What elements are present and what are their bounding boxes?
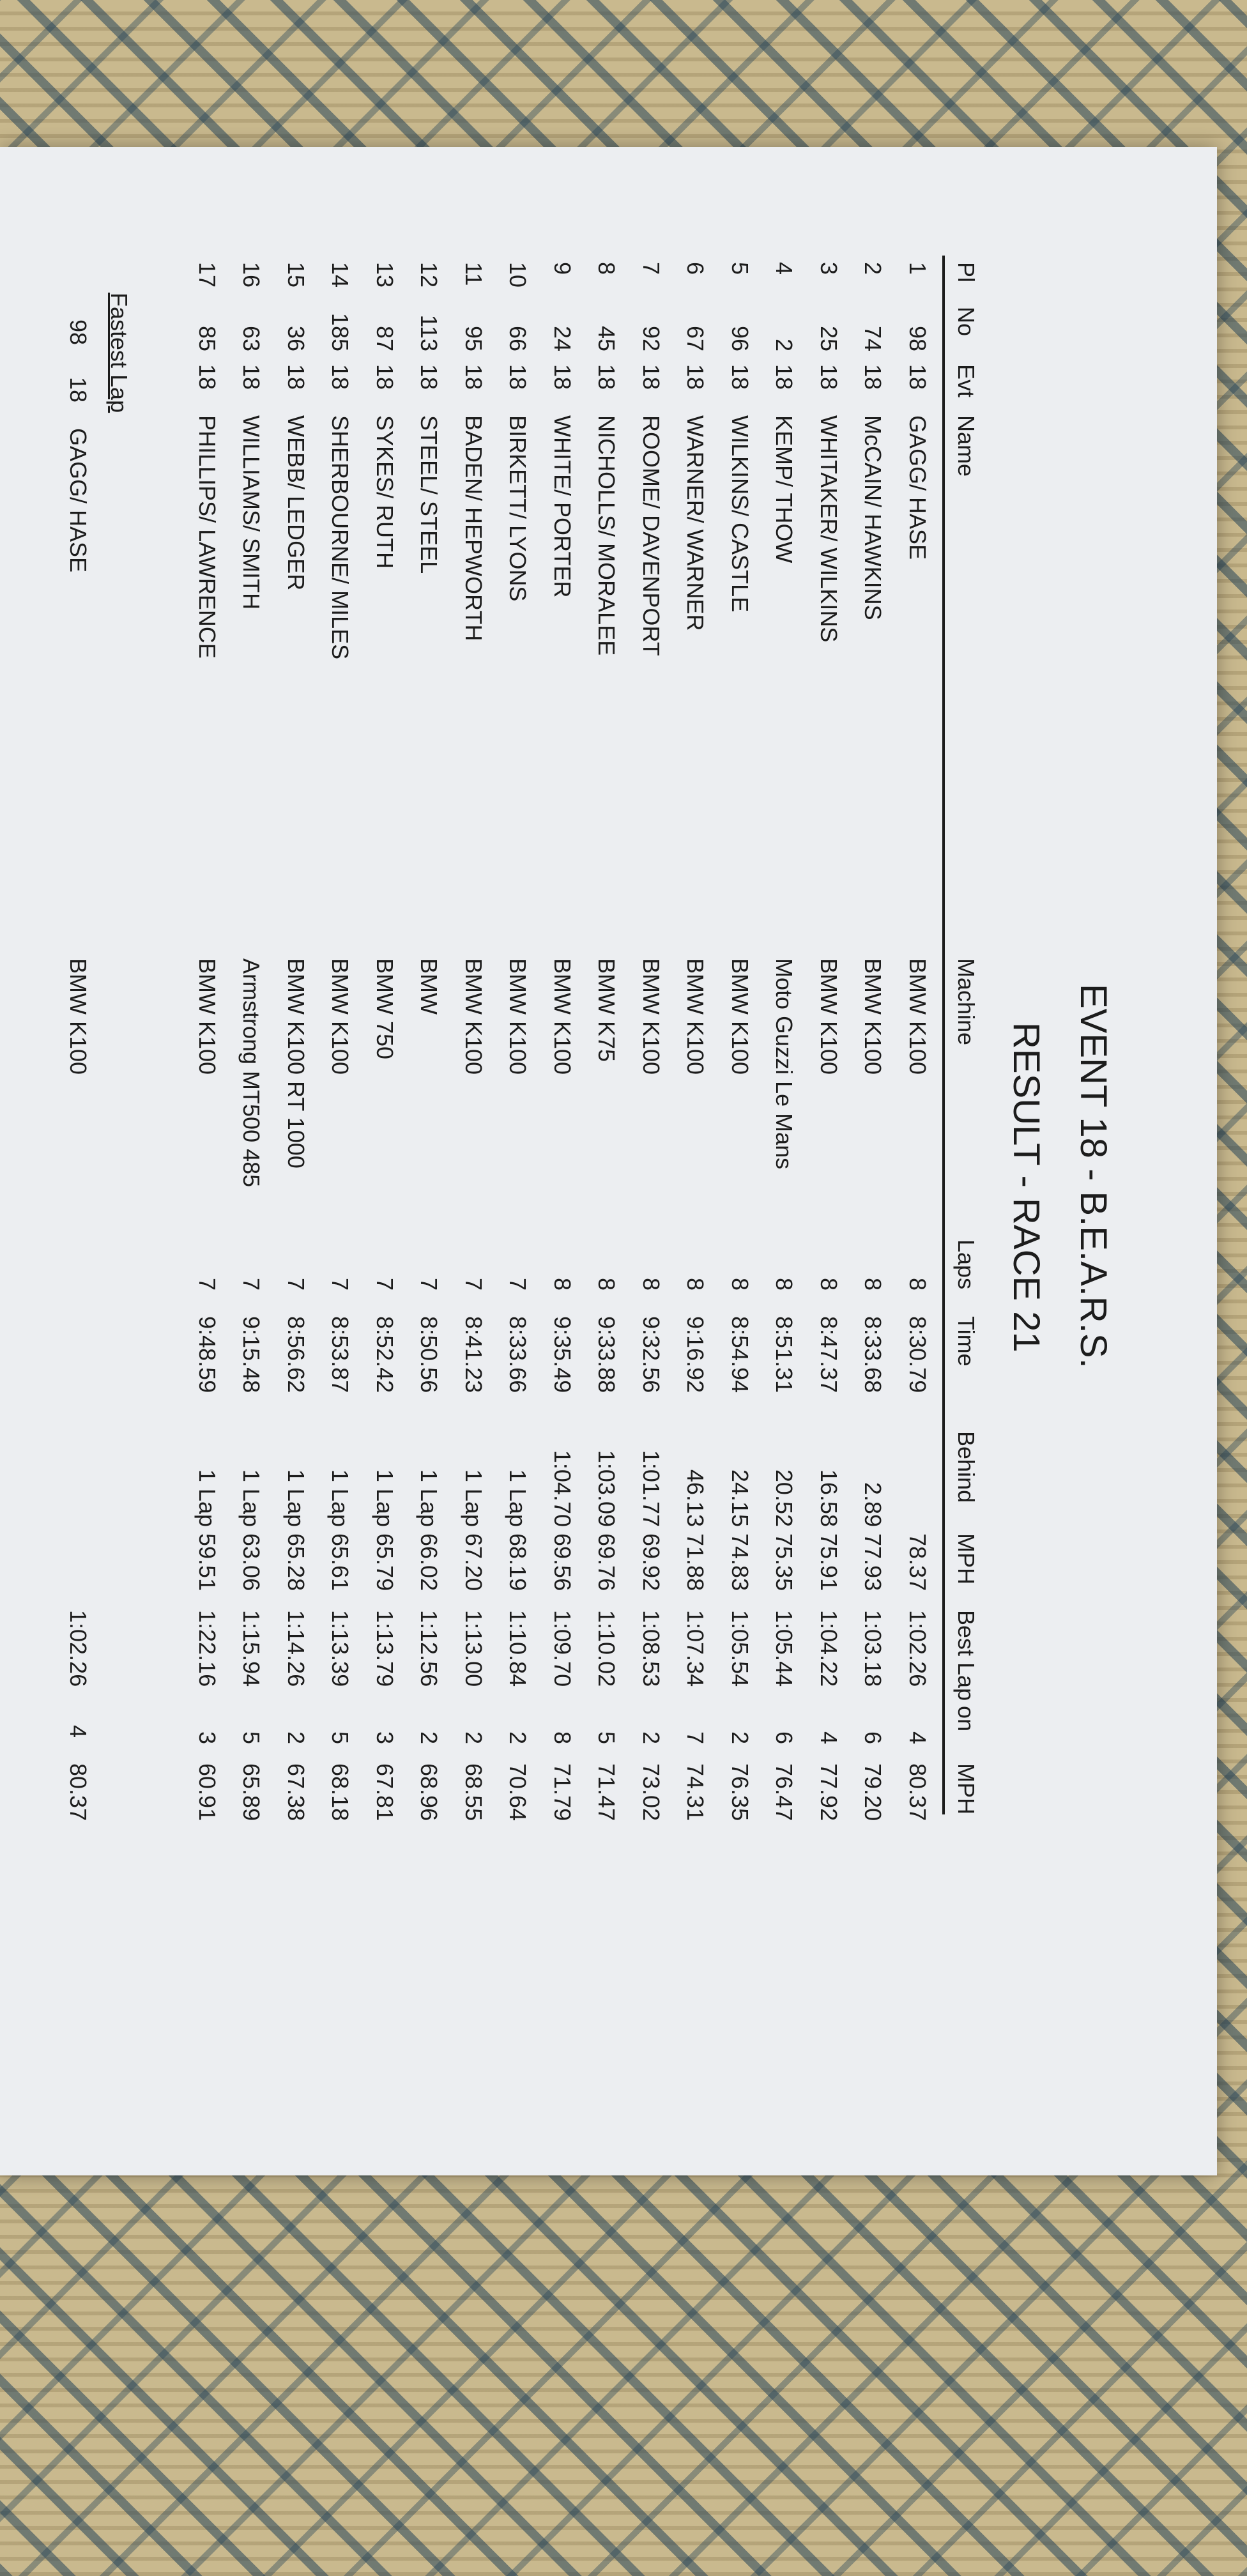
cell-machine: BMW K100 xyxy=(727,958,753,1075)
cell-behind: 1 Lap xyxy=(283,1469,309,1527)
cell-time: 8:47.37 xyxy=(816,1316,842,1393)
cell-best-mph: 71.47 xyxy=(593,1763,620,1821)
cell-best-mph: 68.18 xyxy=(327,1763,354,1821)
cell-laps: 7 xyxy=(461,1277,487,1291)
cell-best-lap: 1:07.34 xyxy=(682,1610,709,1687)
cell-time: 8:30.79 xyxy=(905,1316,931,1393)
cell-best-lap: 1:13.79 xyxy=(372,1610,398,1687)
cell-name: NICHOLLS/ MORALEE xyxy=(593,415,620,656)
cell-behind: 20.52 xyxy=(771,1469,798,1527)
cell-machine: BMW K100 xyxy=(816,958,842,1075)
cell-best-lap: 1:02.26 xyxy=(905,1610,931,1687)
header-name: Name xyxy=(953,415,979,477)
cell-best-mph: 65.89 xyxy=(238,1763,265,1821)
cell-pl: 11 xyxy=(461,262,487,286)
cell-best-lap: 1:13.00 xyxy=(461,1610,487,1687)
cell-best-lap: 1:12.56 xyxy=(416,1610,443,1687)
cell-machine: Moto Guzzi Le Mans xyxy=(771,958,798,1170)
cell-no: 87 xyxy=(372,325,398,351)
cell-machine: BMW K100 xyxy=(905,958,931,1075)
cell-best-lap: 1:05.54 xyxy=(727,1610,753,1687)
cell-laps: 8 xyxy=(682,1277,709,1291)
cell-mph: 75.91 xyxy=(816,1533,842,1591)
cell-laps: 7 xyxy=(327,1277,354,1291)
cell-time: 9:15.48 xyxy=(238,1316,265,1393)
cell-pl: 10 xyxy=(505,262,532,288)
event-title: EVENT 18 - B.E.A.R.S. xyxy=(1073,984,1114,1368)
cell-mph: 63.06 xyxy=(238,1533,265,1591)
header-machine: Machine xyxy=(953,958,979,1046)
cell-laps: 7 xyxy=(505,1277,532,1291)
cell-best-mph: 77.92 xyxy=(816,1763,842,1821)
cell-pl: 8 xyxy=(593,262,620,275)
cell-name: SHERBOURNE/ MILES xyxy=(327,415,354,660)
cell-evt: 18 xyxy=(461,364,487,390)
cell-mph: 68.19 xyxy=(505,1533,532,1591)
cell-time: 8:53.87 xyxy=(327,1316,354,1393)
cell-best-mph: 79.20 xyxy=(860,1763,887,1821)
cell-best-mph: 67.81 xyxy=(372,1763,398,1821)
cell-machine: Armstrong MT500 485 xyxy=(238,958,265,1188)
cell-pl: 12 xyxy=(416,262,443,288)
paper-sheet xyxy=(0,147,1217,2175)
cell-on: 2 xyxy=(638,1731,664,1744)
cell-no: 85 xyxy=(194,325,220,351)
fastest-lap-title: Fastest Lap xyxy=(106,293,132,413)
cell-time: 8:33.66 xyxy=(505,1316,532,1393)
cell-on: 3 xyxy=(372,1731,398,1744)
cell-behind: 1:03.09 xyxy=(593,1450,620,1527)
cell-evt: 18 xyxy=(593,364,620,390)
cell-best-lap: 1:04.22 xyxy=(816,1610,842,1687)
cell-laps: 8 xyxy=(727,1277,753,1291)
cell-name: WILLIAMS/ SMITH xyxy=(238,415,265,610)
header-laps: Laps xyxy=(953,1239,979,1290)
cell-behind: 1 Lap xyxy=(461,1469,487,1527)
cell-on: 5 xyxy=(238,1731,265,1744)
cell-name: KEMP/ THOW xyxy=(771,415,798,564)
cell-mph: 75.35 xyxy=(771,1533,798,1591)
cell-name: BIRKETT/ LYONS xyxy=(505,415,532,602)
cell-behind: 1 Lap xyxy=(416,1469,443,1527)
cell-time: 9:33.88 xyxy=(593,1316,620,1393)
cell-evt: 18 xyxy=(816,364,842,390)
cell-time: 9:48.59 xyxy=(194,1316,220,1393)
cell-time: 8:41.23 xyxy=(461,1316,487,1393)
cell-evt: 18 xyxy=(727,364,753,390)
cell-best-lap: 1:13.39 xyxy=(327,1610,354,1687)
cell-mph: 69.56 xyxy=(549,1533,576,1591)
header-on: on xyxy=(953,1706,979,1732)
cell-time: 8:54.94 xyxy=(727,1316,753,1393)
fastest-lap-no: 98 xyxy=(65,319,91,346)
cell-on: 8 xyxy=(549,1731,576,1744)
cell-best-mph: 76.35 xyxy=(727,1763,753,1821)
cell-on: 2 xyxy=(283,1731,309,1744)
cell-mph: 67.20 xyxy=(461,1533,487,1591)
cell-name: WHITE/ PORTER xyxy=(549,415,576,598)
cell-name: WHITAKER/ WILKINS xyxy=(816,415,842,643)
cell-no: 98 xyxy=(905,325,931,351)
cell-time: 9:35.49 xyxy=(549,1316,576,1393)
cell-best-mph: 80.37 xyxy=(905,1763,931,1821)
cell-name: BADEN/ HEPWORTH xyxy=(461,415,487,641)
cell-machine: BMW K100 xyxy=(860,958,887,1075)
cell-name: WEBB/ LEDGER xyxy=(283,415,309,591)
cell-evt: 18 xyxy=(238,364,265,390)
cell-no: 113 xyxy=(416,314,443,351)
cell-evt: 18 xyxy=(327,364,354,390)
cell-on: 2 xyxy=(505,1731,532,1744)
cell-behind: 16.58 xyxy=(816,1469,842,1527)
header-best-mph: MPH xyxy=(953,1763,979,1814)
cell-best-lap: 1:22.16 xyxy=(194,1610,220,1687)
cell-pl: 9 xyxy=(549,262,576,275)
cell-no: 92 xyxy=(638,325,664,351)
cell-best-mph: 68.96 xyxy=(416,1763,443,1821)
cell-behind: 2.89 xyxy=(860,1482,887,1527)
cell-behind: 1 Lap xyxy=(194,1469,220,1527)
cell-mph: 74.83 xyxy=(727,1533,753,1591)
cell-behind: 1 Lap xyxy=(505,1469,532,1527)
fastest-lap-evt: 18 xyxy=(65,377,91,403)
cell-mph: 65.79 xyxy=(372,1533,398,1591)
cell-laps: 7 xyxy=(194,1277,220,1291)
cell-machine: BMW K100 xyxy=(461,958,487,1075)
cell-time: 8:33.68 xyxy=(860,1316,887,1393)
cell-name: PHILLIPS/ LAWRENCE xyxy=(194,415,220,659)
cell-no: 96 xyxy=(727,325,753,351)
cell-on: 2 xyxy=(416,1731,443,1744)
cell-laps: 8 xyxy=(905,1277,931,1291)
cell-pl: 5 xyxy=(727,262,753,275)
results-sheet xyxy=(0,147,1217,2175)
cell-best-mph: 73.02 xyxy=(638,1763,664,1821)
cell-machine: BMW 750 xyxy=(372,958,398,1060)
cell-mph: 69.92 xyxy=(638,1533,664,1591)
cell-on: 4 xyxy=(905,1731,931,1744)
cell-pl: 15 xyxy=(283,262,309,288)
cell-time: 8:56.62 xyxy=(283,1316,309,1393)
fastest-lap-name: GAGG/ HASE xyxy=(65,428,91,573)
header-time: Time xyxy=(953,1316,979,1367)
cell-name: STEEL/ STEEL xyxy=(416,415,443,574)
header-best-lap: Best Lap xyxy=(953,1610,979,1701)
cell-on: 7 xyxy=(682,1731,709,1744)
cell-time: 8:52.42 xyxy=(372,1316,398,1393)
cell-pl: 17 xyxy=(194,262,220,288)
cell-mph: 59.51 xyxy=(194,1533,220,1591)
cell-evt: 18 xyxy=(638,364,664,390)
cell-laps: 8 xyxy=(593,1277,620,1291)
cell-mph: 71.88 xyxy=(682,1533,709,1591)
cell-on: 2 xyxy=(727,1731,753,1744)
cell-no: 45 xyxy=(593,325,620,351)
fastest-lap-on: 4 xyxy=(65,1725,91,1738)
cell-no: 74 xyxy=(860,325,887,351)
cell-best-lap: 1:03.18 xyxy=(860,1610,887,1687)
cell-mph: 65.28 xyxy=(283,1533,309,1591)
cell-pl: 16 xyxy=(238,262,265,288)
cell-machine: BMW K100 xyxy=(638,958,664,1075)
cell-pl: 1 xyxy=(905,262,931,275)
cell-time: 8:50.56 xyxy=(416,1316,443,1393)
cell-laps: 7 xyxy=(416,1277,443,1291)
cell-no: 63 xyxy=(238,325,265,351)
header-mph: MPH xyxy=(953,1533,979,1584)
cell-behind: 46.13 xyxy=(682,1469,709,1527)
cell-pl: 14 xyxy=(327,262,354,288)
cell-best-lap: 1:08.53 xyxy=(638,1610,664,1687)
cell-name: WARNER/ WARNER xyxy=(682,415,709,631)
cell-name: SYKES/ RUTH xyxy=(372,415,398,569)
cell-mph: 69.76 xyxy=(593,1533,620,1591)
cell-best-lap: 1:10.84 xyxy=(505,1610,532,1687)
cell-on: 6 xyxy=(771,1731,798,1744)
cell-laps: 8 xyxy=(549,1277,576,1291)
cell-evt: 18 xyxy=(372,364,398,390)
cell-time: 9:32.56 xyxy=(638,1316,664,1393)
header-evt: Evt xyxy=(953,364,979,398)
cell-mph: 77.93 xyxy=(860,1533,887,1591)
cell-machine: BMW K100 xyxy=(505,958,532,1075)
cell-evt: 18 xyxy=(771,364,798,390)
cell-mph: 78.37 xyxy=(905,1533,931,1591)
cell-laps: 8 xyxy=(638,1277,664,1291)
cell-behind: 1:04.70 xyxy=(549,1450,576,1527)
cell-mph: 66.02 xyxy=(416,1533,443,1591)
cell-machine: BMW K100 xyxy=(327,958,354,1075)
cell-best-lap: 1:10.02 xyxy=(593,1610,620,1687)
cell-no: 24 xyxy=(549,325,576,351)
cell-on: 3 xyxy=(194,1731,220,1744)
cell-time: 8:51.31 xyxy=(771,1316,798,1393)
cell-best-mph: 76.47 xyxy=(771,1763,798,1821)
cell-best-mph: 68.55 xyxy=(461,1763,487,1821)
cell-evt: 18 xyxy=(194,364,220,390)
cell-laps: 7 xyxy=(238,1277,265,1291)
cell-time: 9:16.92 xyxy=(682,1316,709,1393)
cell-machine: BMW K100 RT 1000 xyxy=(283,958,309,1169)
cell-best-mph: 70.64 xyxy=(505,1763,532,1821)
cell-evt: 18 xyxy=(505,364,532,390)
cell-best-mph: 67.38 xyxy=(283,1763,309,1821)
cell-no: 185 xyxy=(327,312,354,351)
cell-machine: BMW K100 xyxy=(682,958,709,1075)
cell-laps: 8 xyxy=(771,1277,798,1291)
cell-behind: 1 Lap xyxy=(372,1469,398,1527)
cell-on: 6 xyxy=(860,1731,887,1744)
header-behind: Behind xyxy=(953,1431,979,1503)
fastest-lap-best-mph: 80.37 xyxy=(65,1763,91,1821)
cell-pl: 3 xyxy=(816,262,842,275)
cell-no: 25 xyxy=(816,325,842,351)
cell-on: 5 xyxy=(593,1731,620,1744)
cell-pl: 2 xyxy=(860,262,887,275)
header-no: No xyxy=(953,307,979,337)
cell-behind: 1 Lap xyxy=(327,1469,354,1527)
cell-machine: BMW K100 xyxy=(194,958,220,1075)
cell-evt: 18 xyxy=(283,364,309,390)
cell-on: 2 xyxy=(461,1731,487,1744)
cell-best-lap: 1:09.70 xyxy=(549,1610,576,1687)
cell-laps: 7 xyxy=(372,1277,398,1291)
cell-pl: 13 xyxy=(372,262,398,288)
result-subtitle: RESULT - RACE 21 xyxy=(1006,1022,1047,1353)
cell-name: GAGG/ HASE xyxy=(905,415,931,560)
cell-no: 2 xyxy=(771,338,798,351)
cell-evt: 18 xyxy=(860,364,887,390)
cell-no: 36 xyxy=(283,325,309,351)
cell-best-mph: 71.79 xyxy=(549,1763,576,1821)
cell-no: 95 xyxy=(461,325,487,351)
cell-evt: 18 xyxy=(905,364,931,390)
cell-name: ROOME/ DAVENPORT xyxy=(638,415,664,656)
cell-behind: 24.15 xyxy=(727,1469,753,1527)
cell-best-mph: 60.91 xyxy=(194,1763,220,1821)
cell-name: WILKINS/ CASTLE xyxy=(727,415,753,613)
header-pl: Pl xyxy=(953,262,979,283)
cell-best-lap: 1:05.44 xyxy=(771,1610,798,1687)
header-rule xyxy=(942,256,945,1814)
cell-behind: 1 Lap xyxy=(238,1469,265,1527)
cell-on: 4 xyxy=(816,1731,842,1744)
cell-pl: 4 xyxy=(771,262,798,275)
cell-mph: 65.61 xyxy=(327,1533,354,1591)
cell-laps: 8 xyxy=(816,1277,842,1291)
cell-evt: 18 xyxy=(682,364,709,390)
cell-pl: 7 xyxy=(638,262,664,275)
cell-on: 5 xyxy=(327,1731,354,1744)
cell-best-mph: 74.31 xyxy=(682,1763,709,1821)
cell-machine: BMW xyxy=(416,958,443,1015)
cell-machine: BMW K100 xyxy=(549,958,576,1075)
fastest-lap-machine: BMW K100 xyxy=(65,958,91,1075)
cell-pl: 6 xyxy=(682,262,709,275)
cell-best-lap: 1:15.94 xyxy=(238,1610,265,1687)
cell-best-lap: 1:14.26 xyxy=(283,1610,309,1687)
cell-machine: BMW K75 xyxy=(593,958,620,1062)
cell-evt: 18 xyxy=(549,364,576,390)
cell-no: 66 xyxy=(505,325,532,351)
cell-laps: 7 xyxy=(283,1277,309,1291)
cell-name: McCAIN/ HAWKINS xyxy=(860,415,887,620)
fastest-lap-best-lap: 1:02.26 xyxy=(65,1610,91,1687)
cell-evt: 18 xyxy=(416,364,443,390)
cell-laps: 8 xyxy=(860,1277,887,1291)
cell-behind: 1:01.77 xyxy=(638,1450,664,1527)
cell-no: 67 xyxy=(682,325,709,351)
